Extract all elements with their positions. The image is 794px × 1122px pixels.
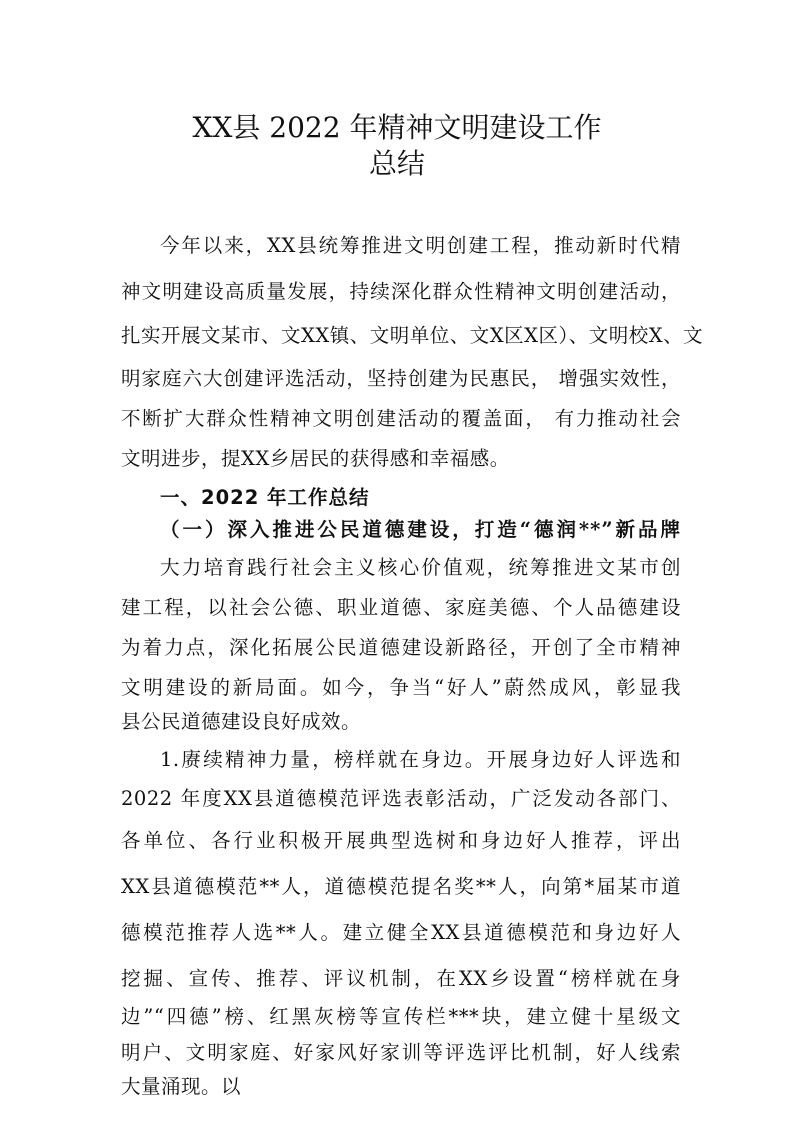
para3-line-9: 大量涌现。以 (121, 1075, 242, 1098)
para2-line-5: 县公民道德建设良好成效。 (121, 710, 362, 733)
intro-line-3: 扎实开展文某市、文XX镇、文明单位、文X区X区）、文明校X、文 (121, 324, 704, 347)
document-title-line-2: 总结 (368, 147, 425, 180)
para3-line-7: 边”“四德”榜、红黑灰榜等宣传栏***块，建立健十星级文 (121, 1005, 681, 1028)
document-title-line-1: XX县 2022 年精神文明建设工作 (192, 111, 602, 144)
intro-line-6: 文明进步，提XX乡居民的获得感和幸福感。 (121, 447, 510, 470)
para3-line-8: 明户、文明家庭、好家风好家训等评选评比机制，好人线索 (121, 1041, 681, 1064)
para3-line-4: XX县道德模范**人，道德模范提名奖**人，向第*届某市道 (121, 875, 681, 898)
para2-line-2: 建工程，以社会公德、职业道德、家庭美德、个人品德建设 (121, 596, 681, 619)
intro-line-5: 不断扩大群众性精神文明创建活动的覆盖面， 有力推动社会 (121, 407, 681, 430)
para2-line-4: 文明建设的新局面。如今，争当“好人”蔚然成风，彰显我 (121, 676, 681, 699)
para3-line-3: 各单位、各行业积极开展典型选树和身边好人推荐，评出 (121, 829, 681, 852)
para2-line-1: 大力培育践行社会主义核心价值观，统筹推进文某市创 (160, 556, 681, 579)
para3-line-2: 2022 年度XX县道德模范评选表彰活动，广泛发动各部门、 (121, 787, 681, 810)
para3-line-6: 挖掘、宣传、推荐、评议机制，在XX乡设置“榜样就在身 (121, 967, 681, 990)
para3-line-5: 德模范推荐人选**人。建立健全XX县道德模范和身边好人 (121, 921, 681, 944)
section-heading-1: 一、2022 年工作总结 (160, 486, 370, 509)
para2-line-3: 为着力点，深化拓展公民道德建设新路径，开创了全市精神 (121, 636, 681, 659)
para3-line-1: 1.赓续精神力量，榜样就在身边。开展身边好人评选和 (160, 748, 681, 771)
intro-line-1: 今年以来，XX县统筹推进文明创建工程，推动新时代精 (160, 234, 681, 257)
intro-line-2: 神文明建设高质量发展，持续深化群众性精神文明创建活动， (121, 280, 681, 303)
intro-line-4: 明家庭六大创建评选活动，坚持创建为民惠民， 增强实效性， (121, 367, 681, 390)
subsection-heading-1: （一）深入推进公民道德建设，打造“德润**”新品牌 (160, 518, 681, 541)
